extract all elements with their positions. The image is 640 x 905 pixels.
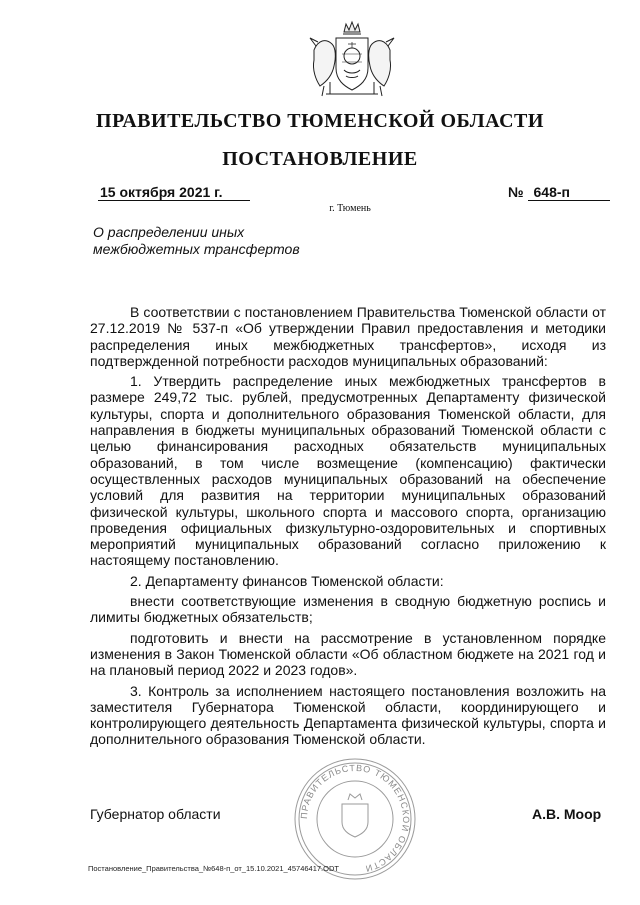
coat-of-arms-emblem bbox=[296, 20, 408, 102]
document-type-title: ПОСТАНОВЛЕНИЕ bbox=[222, 148, 418, 170]
document-number-block bbox=[508, 184, 610, 201]
signatory-name: А.В. Моор bbox=[532, 806, 602, 822]
file-footer: Постановление_Правительства_№648-п_от_15.10.2021_45746417.ODT bbox=[88, 864, 339, 873]
document-date: 15 октября 2021 г. bbox=[98, 184, 250, 201]
signatory-title: Губернатор области bbox=[90, 806, 221, 822]
seal-text: ПРАВИТЕЛЬСТВО ТЮМЕНСКОЙ ОБЛАСТИ bbox=[298, 762, 412, 874]
subject-line-1: О распределении иных bbox=[93, 224, 245, 240]
document-subject bbox=[93, 224, 300, 258]
document-number-prefix: № bbox=[508, 184, 524, 200]
document-city: г. Тюмень bbox=[329, 203, 371, 214]
organization-name: ПРАВИТЕЛЬСТВО ТЮМЕНСКОЙ ОБЛАСТИ bbox=[96, 110, 544, 132]
paragraph-item-2: 2. Департаменту финансов Тюменской области: bbox=[130, 572, 444, 589]
document-number: 648-п bbox=[528, 184, 610, 201]
paragraph-preamble: В соответствии с постановлением Правительства Тюменской области от 27.12.2019 № 537-п «Об утверждении Правил предоставления и методики распределения иных межбюджетных трансфертов», исходя из подтвержденной потребности расходов муниципальных образований: bbox=[90, 304, 606, 369]
document-body bbox=[90, 304, 606, 752]
emblem-graphic bbox=[296, 20, 408, 102]
paragraph-item-3: 3. Контроль за исполнением настоящего постановления возложить на заместителя Губернатора Тюменской области, координирующего и контролирующего деятельность Департамента физической культуры, спорта и дополнительного образования Тюменской области. bbox=[90, 682, 606, 748]
paragraph-item-2b: подготовить и внести на рассмотрение в установленном порядке изменения в Закон Тюменской области «Об областном бюджете на 2021 год и на плановый период 2022 и 2023 годов». bbox=[90, 629, 606, 679]
paragraph-item-1: 1. Утвердить распределение иных межбюджетных трансфертов в размере 249,72 тыс. рублей, предусмотренных Департаменту физической культуры, спорта и дополнительного образования Тюменской области, для направления в бюджеты муниципальных образований Тюменской области с целью финансирования расходных обязательств муниципальных образований, в том числе возмещение (компенсацию) фактически осуществленных расходов муниципальных образований на обеспечение условий для развития на территории муниципальных образований физической культуры, школьного спорта и массового спорта, организацию проведения официальных физкультурно-оздоровительных и спортивных мероприятий муниципальных образований согласно приложению к настоящему постановлению. bbox=[90, 373, 606, 569]
paragraph-item-2a: внести соответствующие изменения в сводную бюджетную роспись и лимиты бюджетных обязательств; bbox=[90, 593, 606, 626]
subject-line-2: межбюджетных трансфертов bbox=[93, 241, 300, 257]
